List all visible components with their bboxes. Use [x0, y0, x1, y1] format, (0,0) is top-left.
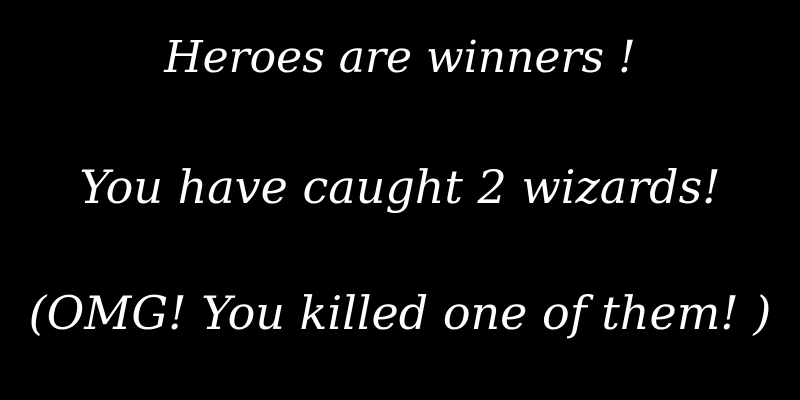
result-text: You have caught 2 wizards! [79, 160, 721, 214]
headline-text: Heroes are winners ! [164, 32, 636, 83]
aside-text: (OMG! You killed one of them! ) [28, 286, 772, 340]
